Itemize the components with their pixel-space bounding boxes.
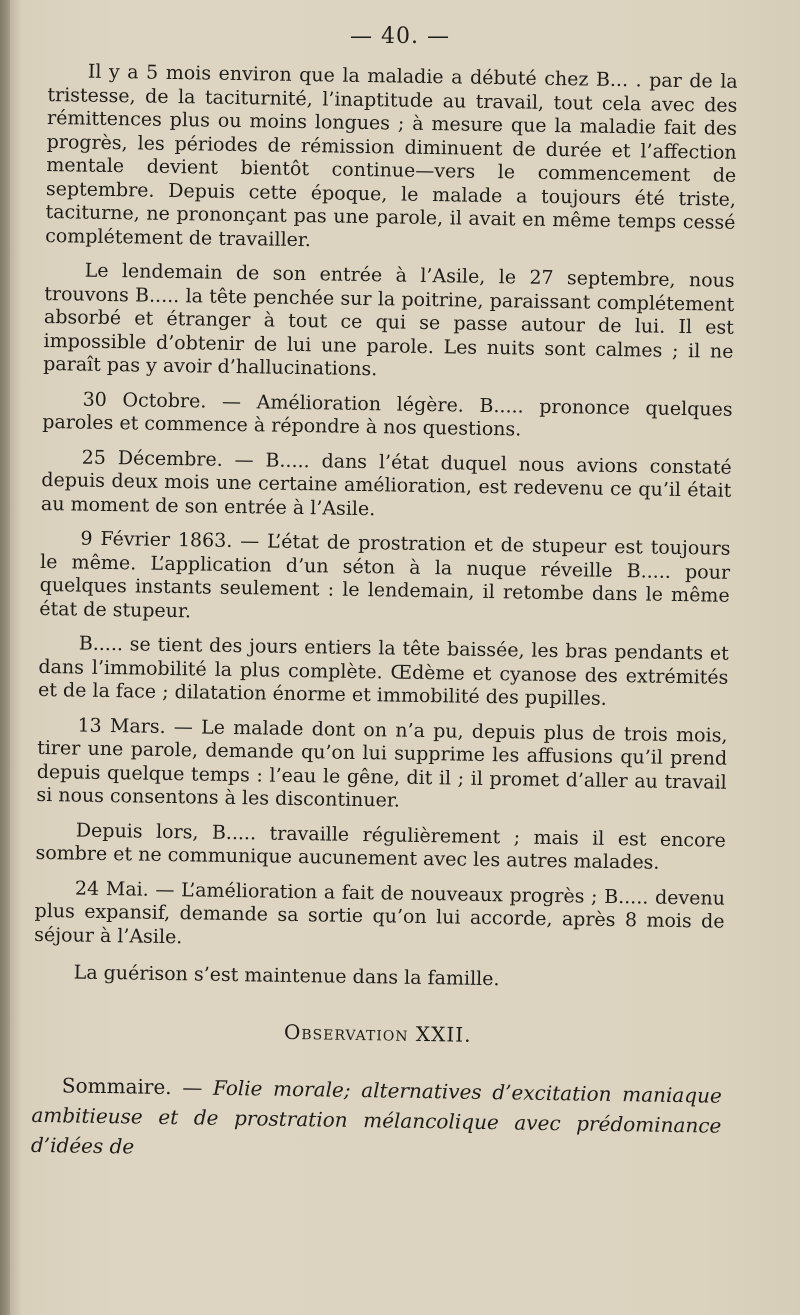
paragraph: 9 Février 1863. — L’état de prostration et de stupeur est toujours le même. L’application d’un séton à la nuque réveille B..... pour quelques instants seulement : le lendemain, il retombe dans le même état de stupeur. [39, 527, 731, 622]
paragraph: 25 Décembre. — B..... dans l’état duquel nous avions constaté depuis deux mois une certaine amélioration, est redevenu ce qu’il était au moment de son entrée à l’Asile. [40, 446, 732, 520]
summary-label: Sommaire. — [61, 1073, 203, 1100]
paragraph: B..... se tient des jours entiers la tête baissée, les bras pendants et dans l’immobilité la plus complète. Œdème et cyanose des extrémités et de la face ; dilatation énorme et immobilité des pupilles. [37, 632, 729, 710]
observation-title: Observation XXII. [283, 1019, 472, 1047]
page-text [30, 60, 738, 1191]
paragraph: La guérison s’est maintenue dans la famille. [73, 961, 500, 991]
paragraph: Le lendemain de son entrée à l’Asile, le 27 septembre, nous trouvons B..... la tête penchée sur la poitrine, paraissant complétement absorbé et étranger à tout ce qui se passe autour de lui. Il est impossible d’obtenir de lui une parole. Les nuits sont calmes ; il ne paraît pas y avoir d’hallucinations. [43, 259, 735, 381]
paragraph: Depuis lors, B..... travaille régulièrement ; mais il est encore sombre et ne communique aucunement avec les autres malades. [35, 819, 727, 874]
paragraph: Il y a 5 mois environ que la maladie a débuté chez B... . par de la tristesse, de la taciturnité, l’inaptitude au travail, tout cela avec des rémittences plus ou moins longues ; à mesure que la maladie fait des progrès, les périodes de rémission diminuent de durée et l’affection mentale devient bientôt continue—vers le commencement de septembre. Depuis cette époque, le malade a toujours été triste, taciturne, ne prononçant pas une parole, il avait en même temps cessé complétement de travailler. [45, 60, 738, 251]
page-number: — 40. — [350, 24, 450, 49]
paragraph: 30 Octobre. — Amélioration légère. B..... prononce quelques paroles et commence à répondre à nos questions. [42, 388, 733, 441]
summary-text: Folie morale; alternatives d’excitation maniaque ambitieuse et de prostration mélancolique avec prédominance d’idées de [30, 1075, 723, 1159]
paragraph: 24 Mai. — L’amélioration a fait de nouveaux progrès ; B..... devenu plus expansif, demande sa sortie qu’on lui accorde, après 8 mois de séjour à l’Asile. [34, 877, 726, 948]
book-spine-shadow [0, 0, 10, 1315]
summary [31, 1070, 722, 1171]
paragraph: 13 Mars. — Le malade dont on n’a pu, depuis plus de trois mois, tirer une parole, demande qu’on lui supprime les affusions qu’il prend depuis quelque temps : l’eau le gêne, dit il ; il promet d’aller au travail si nous consentons à les discontinuer. [36, 714, 728, 812]
